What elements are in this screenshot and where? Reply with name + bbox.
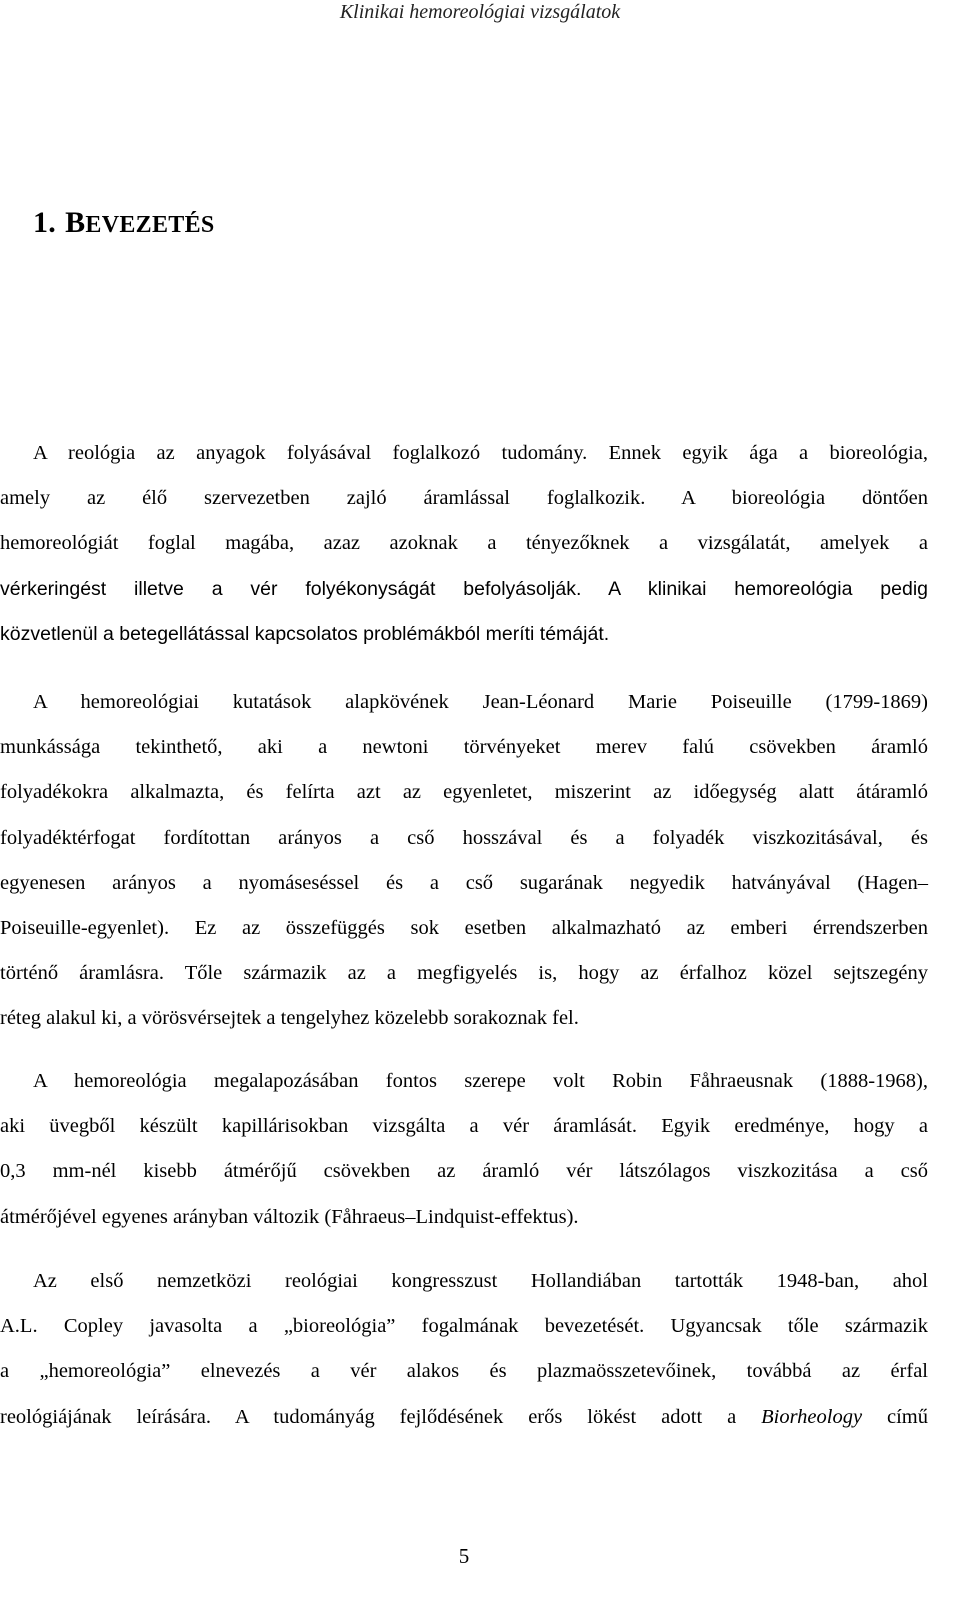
paragraph-3 <box>0 1059 928 1240</box>
paragraph-line: Poiseuille-egyenlet). Ez az összefüggés sok esetben alkalmazható az emberi érrendszerben <box>0 917 928 940</box>
paragraph-line: folyadékokra alkalmazta, és felírta azt az egyenletet, miszerint az időegység alatt átáramló <box>0 781 928 804</box>
paragraph-line: folyadéktérfogat fordítottan arányos a cső hosszával és a folyadék viszkozitásával, és <box>0 826 928 849</box>
journal-title: Biorheology <box>761 1405 863 1428</box>
paragraph-line: munkássága tekinthető, aki a newtoni törvényeket merev falú csövekben áramló <box>0 736 928 759</box>
paragraph-line-text: című <box>862 1405 928 1428</box>
paragraph-2 <box>0 680 928 1042</box>
paragraph-line: A.L. Copley javasolta a „bioreológia” fogalmának bevezetését. Ugyancsak tőle származik <box>0 1315 928 1338</box>
paragraph-line: amely az élő szervezetben zajló áramlással foglalkozik. A bioreológia döntően <box>0 487 928 510</box>
paragraph-line: A hemoreológiai kutatások alapkövének Jean-Léonard Marie Poiseuille (1799-1869) <box>33 691 928 713</box>
paragraph-line-text: reológiájának leírására. A tudományág fejlődésének erős lökést adott a <box>0 1405 762 1428</box>
paragraph-line: aki üvegből készült kapillárisokban vizsgálta a vér áramlását. Egyik eredménye, hogy a <box>0 1115 928 1138</box>
chapter-number: 1. <box>33 206 57 239</box>
paragraph-1 <box>0 431 928 657</box>
chapter-title <box>33 205 215 243</box>
page-number: 5 <box>458 1544 470 1568</box>
chapter-title-rest: EVEZETÉS <box>85 212 215 238</box>
paragraph-line-text: közvetlenül a betegellátással kapcsolatos problémákból meríti témáját. <box>0 622 610 645</box>
paragraph-line: A hemoreológia megalapozásában fontos szerepe volt Robin Fåhraeusnak (1888-1968), <box>33 1070 928 1092</box>
paragraph-line: történő áramlásra. Tőle származik az a megfigyelés is, hogy az érfalhoz közel sejtszegény <box>0 962 928 985</box>
paragraph-4 <box>0 1259 928 1440</box>
paragraph-line <box>0 612 928 657</box>
paragraph-line: átmérőjével egyenes arányban változik (Fåhraeus–Lindquist-effektus). <box>0 1205 579 1228</box>
paragraph-line <box>0 567 928 612</box>
paragraph-line: Az első nemzetközi reológiai kongresszust Hollandiában tartották 1948-ban, ahol <box>33 1270 928 1292</box>
paragraph-line: réteg alakul ki, a vörösvérsejtek a tengelyhez közelebb sorakoznak fel. <box>0 1007 579 1030</box>
paragraph-line: a „hemoreológia” elnevezés a vér alakos és plazmaösszetevőinek, továbbá az érfal <box>0 1360 928 1383</box>
running-header: Klinikai hemoreológiai vizsgálatok <box>339 1 621 23</box>
paragraph-line <box>0 1395 928 1440</box>
paragraph-line-text: vérkeringést illetve a vér folyékonyságát befolyásolják. A klinikai hemoreológia pedig <box>0 577 928 600</box>
chapter-title-initial: B <box>65 206 86 239</box>
paragraph-line: egyenesen arányos a nyomáseséssel és a cső sugarának negyedik hatványával (Hagen– <box>0 871 928 894</box>
paragraph-line: A reológia az anyagok folyásával foglalkozó tudomány. Ennek egyik ága a bioreológia, <box>33 442 928 464</box>
paragraph-line: hemoreológiát foglal magába, azaz azoknak a tényezőknek a vizsgálatát, amelyek a <box>0 532 928 555</box>
paragraph-line: 0,3 mm-nél kisebb átmérőjű csövekben az áramló vér látszólagos viszkozitása a cső <box>0 1160 928 1183</box>
